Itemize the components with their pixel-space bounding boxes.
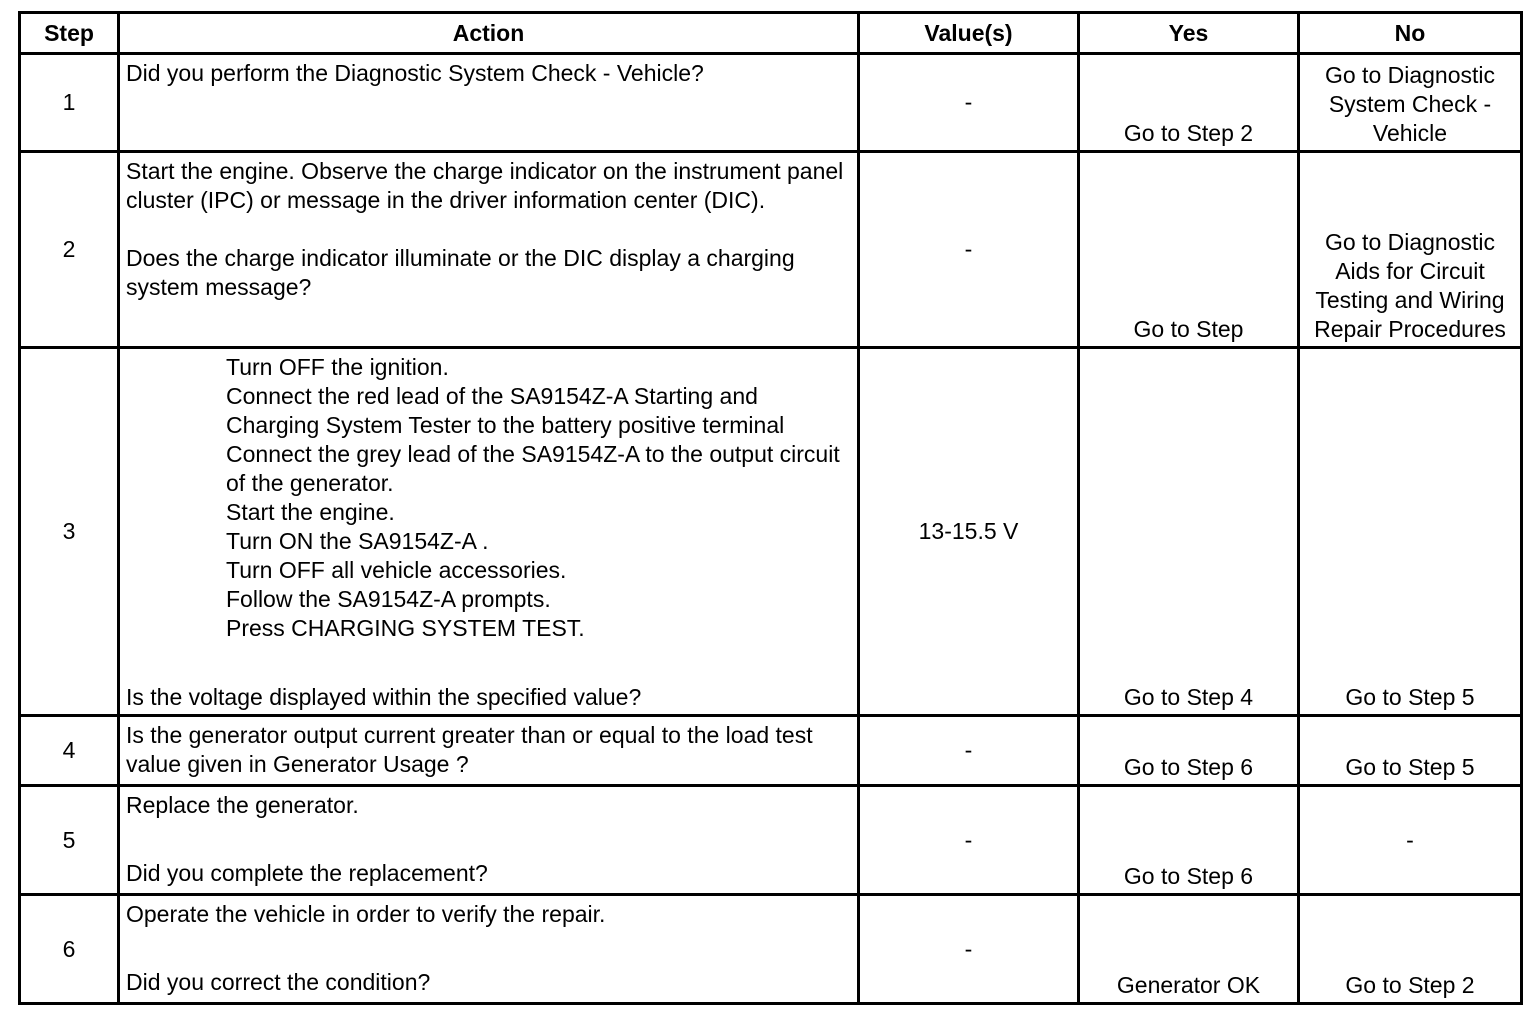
action-question: Did you complete the replacement? bbox=[126, 860, 488, 886]
yes-cell: Go to Step 2 bbox=[1079, 54, 1299, 152]
value-cell: 13-15.5 V bbox=[859, 348, 1079, 716]
no-cell: - bbox=[1299, 786, 1522, 895]
yes-cell: Go to Step 6 bbox=[1079, 786, 1299, 895]
step-number: 4 bbox=[20, 716, 119, 786]
procedure-step: Turn OFF all vehicle accessories. bbox=[226, 557, 567, 583]
yes-cell: Go to Step bbox=[1079, 152, 1299, 348]
action-question: Did you correct the condition? bbox=[126, 969, 431, 995]
header-yes: Yes bbox=[1079, 13, 1299, 54]
procedure-step: Press CHARGING SYSTEM TEST. bbox=[226, 615, 585, 641]
table-row bbox=[20, 152, 1522, 348]
action-question: Does the charge indicator illuminate or the DIC display a charging system message? bbox=[126, 245, 795, 300]
procedure-step: Turn ON the SA9154Z-A . bbox=[226, 528, 489, 554]
step-number: 6 bbox=[20, 895, 119, 1004]
header-values: Value(s) bbox=[859, 13, 1079, 54]
header-no: No bbox=[1299, 13, 1522, 54]
action-text: Did you perform the Diagnostic System Check - Vehicle? bbox=[126, 60, 704, 86]
procedure-step: Connect the grey lead of the SA9154Z-A to the output circuit of the generator. bbox=[226, 441, 840, 496]
spacer bbox=[126, 215, 853, 244]
header-row bbox=[20, 13, 1522, 54]
value-cell: - bbox=[859, 54, 1079, 152]
yes-cell: Go to Step 4 bbox=[1079, 348, 1299, 716]
value-cell: - bbox=[859, 152, 1079, 348]
procedure-step: Connect the red lead of the SA9154Z-A Starting and Charging System Tester to the battery positive terminal bbox=[226, 383, 785, 438]
table-row bbox=[20, 54, 1522, 152]
value-cell: - bbox=[859, 716, 1079, 786]
no-cell: Go to Step 5 bbox=[1299, 716, 1522, 786]
yes-cell: Generator OK bbox=[1079, 895, 1299, 1004]
action-question: Is the voltage displayed within the specified value? bbox=[126, 684, 642, 710]
no-cell: Go to Step 2 bbox=[1299, 895, 1522, 1004]
procedure-step: Start the engine. bbox=[226, 499, 395, 525]
header-step: Step bbox=[20, 13, 119, 54]
action-text: Start the engine. Observe the charge indicator on the instrument panel cluster (IPC) or message in the driver information center (DIC). bbox=[126, 158, 844, 213]
table-row bbox=[20, 348, 1522, 716]
no-cell: Go to Diagnostic System Check - Vehicle bbox=[1299, 54, 1522, 152]
step-number: 3 bbox=[20, 348, 119, 716]
procedure-step: Turn OFF the ignition. bbox=[226, 354, 449, 380]
no-cell: Go to Diagnostic Aids for Circuit Testing and Wiring Repair Procedures bbox=[1299, 152, 1522, 348]
procedure-step: Follow the SA9154Z-A prompts. bbox=[226, 586, 551, 612]
table-row bbox=[20, 716, 1522, 786]
yes-cell: Go to Step 6 bbox=[1079, 716, 1299, 786]
step-number: 5 bbox=[20, 786, 119, 895]
action-cell bbox=[119, 348, 859, 716]
action-cell bbox=[119, 895, 859, 1004]
diagnostic-table bbox=[18, 11, 1523, 1005]
spacer bbox=[126, 643, 853, 683]
table-row bbox=[20, 895, 1522, 1004]
action-text: Replace the generator. bbox=[126, 792, 359, 818]
action-cell bbox=[119, 786, 859, 895]
no-cell: Go to Step 5 bbox=[1299, 348, 1522, 716]
value-cell: - bbox=[859, 786, 1079, 895]
step-number: 1 bbox=[20, 54, 119, 152]
action-text: Operate the vehicle in order to verify the repair. bbox=[126, 901, 606, 927]
spacer bbox=[126, 929, 853, 968]
action-cell bbox=[119, 152, 859, 348]
action-cell bbox=[119, 54, 859, 152]
step-number: 2 bbox=[20, 152, 119, 348]
table-row bbox=[20, 786, 1522, 895]
action-cell bbox=[119, 716, 859, 786]
header-action: Action bbox=[119, 13, 859, 54]
procedure-list bbox=[126, 353, 853, 643]
value-cell: - bbox=[859, 895, 1079, 1004]
action-text: Is the generator output current greater than or equal to the load test value given in Generator Usage ? bbox=[126, 722, 813, 777]
spacer bbox=[126, 820, 853, 859]
